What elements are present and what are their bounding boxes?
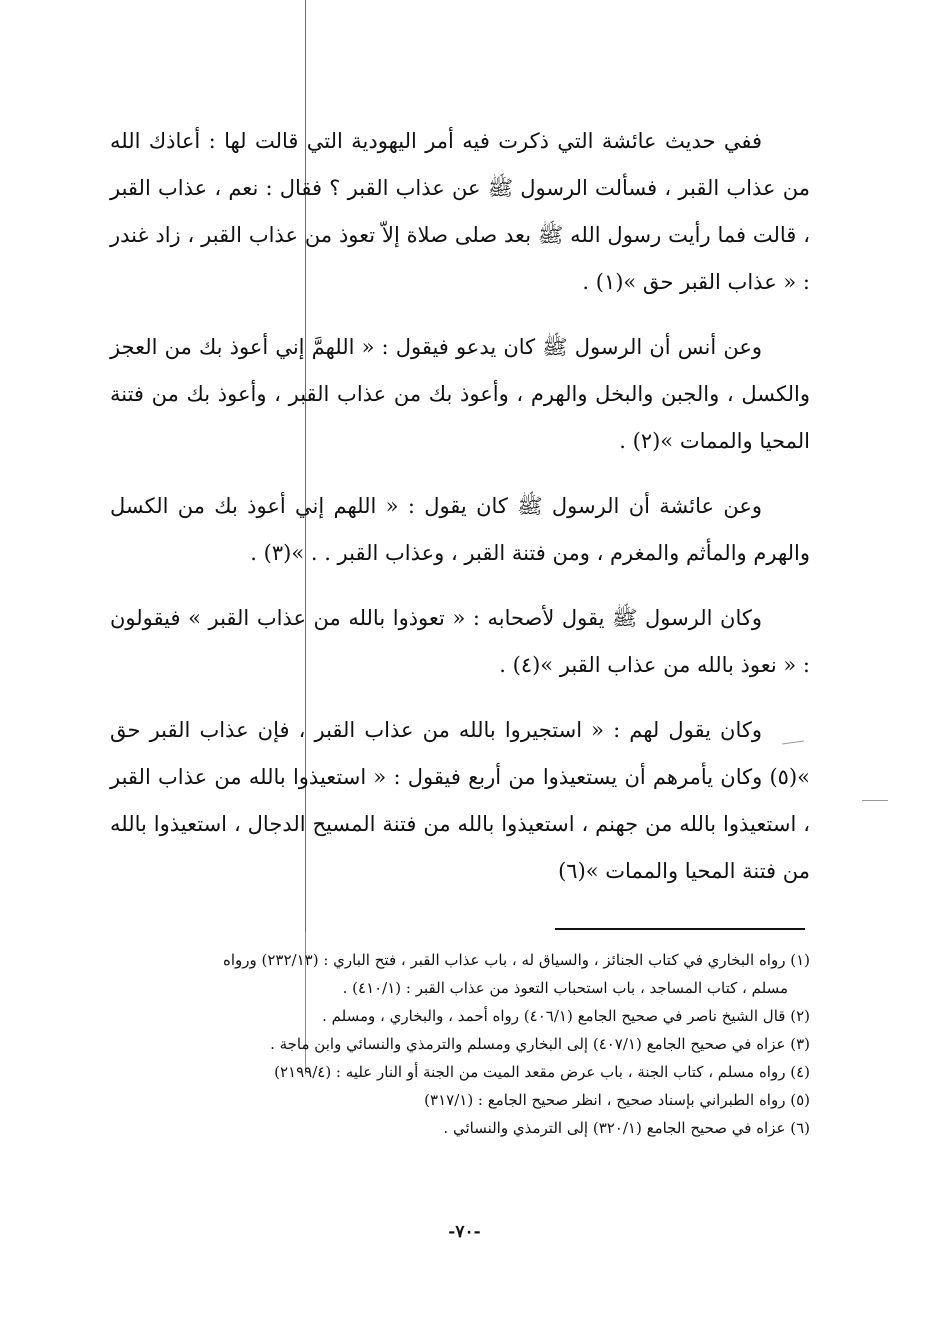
main-text [110, 118, 810, 895]
footnote: (٦) عزاه في صحيح الجامع (٣٢٠/١) إلى الترمذي والنسائي . [443, 1119, 810, 1137]
scan-speck [862, 800, 888, 801]
footnotes [110, 946, 810, 1142]
paragraph: ففي حديث عائشة التي ذكرت فيه أمر اليهودية التي قالت لها : أعاذك الله من عذاب القبر ، فسألت الرسول ﷺ عن عذاب القبر ؟ فقال : نعم ، عذاب القبر ، قالت فما رأيت رسول الله ﷺ بعد صلى صلاة إلاّ تعوذ من عذاب القبر ، زاد غندر : « عذاب القبر حق »(١) . [110, 129, 810, 294]
paragraph: وعن أنس أن الرسول ﷺ كان يدعو فيقول : « اللهمَّ إني أعوذ بك من العجز والكسل ، والجبن والبخل والهرم ، وأعوذ بك من عذاب القبر ، وأعوذ بك من فتنة المحيا والممات »(٢) . [110, 335, 810, 453]
paragraph: وكان يقول لهم : « استجيروا بالله من عذاب القبر ، فإن عذاب القبر حق »(٥) وكان يأمرهم أن يستعيذوا من أربع فيقول : « استعيذوا بالله من عذاب القبر ، استعيذوا بالله من جهنم ، استعيذوا بالله من فتنة المسيح الدجال ، استعيذوا بالله من فتنة المحيا والممات »(٦) [110, 718, 810, 883]
footnote-continuation: مسلم ، كتاب المساجد ، باب استحباب التعوذ من عذاب القبر : (٤١٠/١) . [342, 979, 788, 997]
footnote: (٢) قال الشيخ ناصر في صحيح الجامع (٤٠٦/١) رواه أحمد ، والبخاري ، ومسلم . [322, 1007, 810, 1025]
footnote: (١) رواه البخاري في كتاب الجنائز ، والسياق له ، باب عذاب القبر ، فتح الباري : (٢٣٢/١٣) ورواه [222, 951, 810, 969]
paragraph: وعن عائشة أن الرسول ﷺ كان يقول : « اللهم إني أعوذ بك من الكسل والهرم والمأثم والمغرم ، ومن فتنة القبر ، وعذاب القبر . . »(٣) . [110, 494, 810, 565]
footnote: (٥) رواه الطبراني بإسناد صحيح ، انظر صحيح الجامع : (٣١٧/١) [424, 1091, 810, 1109]
footnote: (٣) عزاه في صحيح الجامع (٤٠٧/١) إلى البخاري ومسلم والترمذي والنسائي وابن ماجة . [270, 1035, 810, 1053]
footnote-separator [555, 928, 805, 930]
page-number: -٧٠- [448, 1222, 481, 1242]
footnote: (٤) رواه مسلم ، كتاب الجنة ، باب عرض مقعد الميت من الجنة أو النار عليه : (٢١٩٩/٤) [274, 1063, 810, 1081]
paragraph: وكان الرسول ﷺ يقول لأصحابه : « تعوذوا بالله من عذاب القبر » فيقولون : « نعوذ بالله من عذاب القبر »(٤) . [110, 606, 810, 677]
